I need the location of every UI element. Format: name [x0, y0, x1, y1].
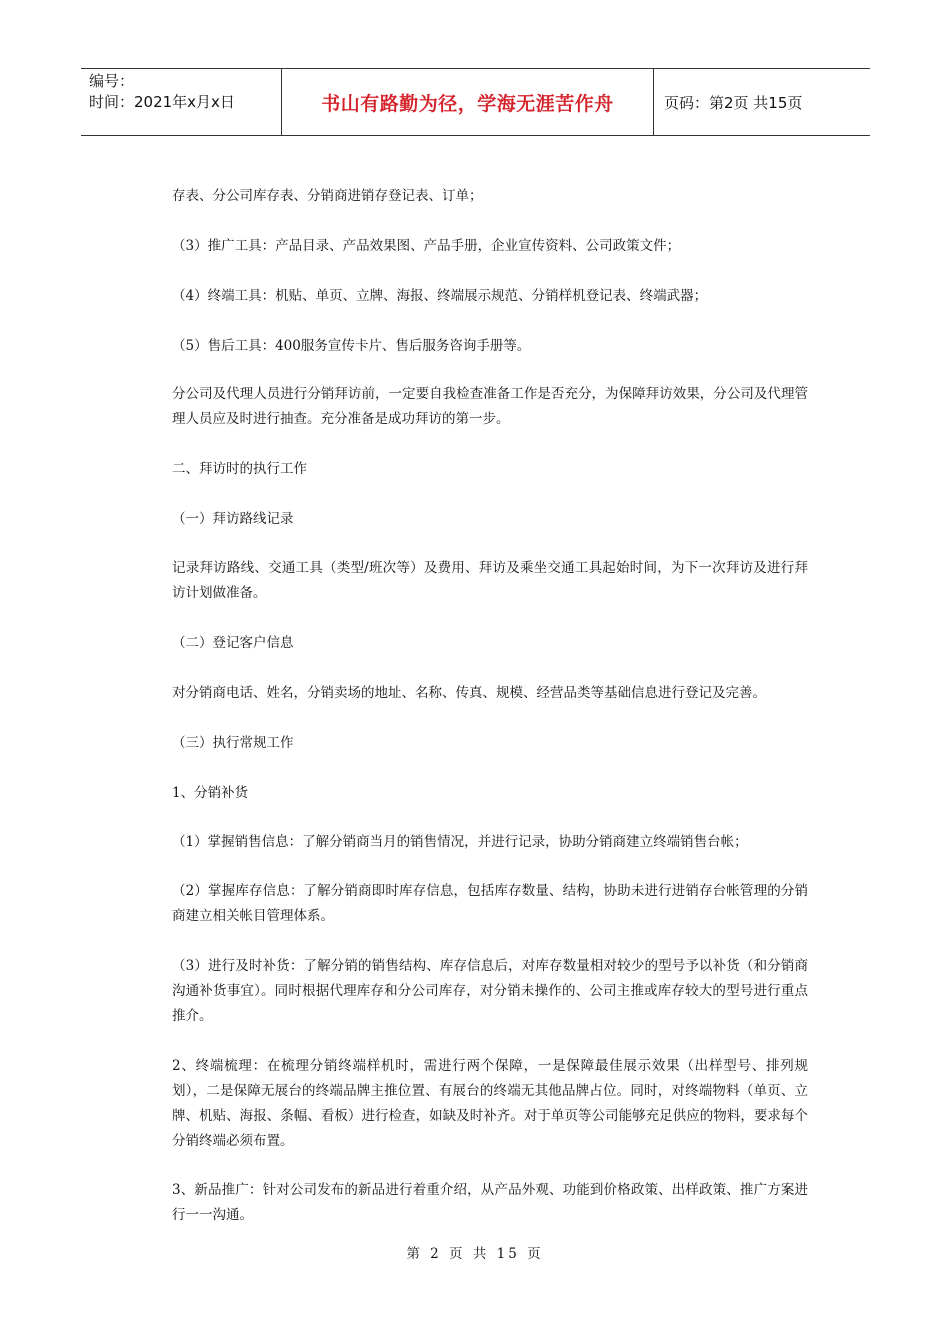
header-meta	[81, 69, 282, 135]
header-motto: 书山有路勤为径，学海无涯苦作舟	[282, 69, 654, 135]
paragraph: （2）掌握库存信息：了解分销商即时库存信息，包括库存数量、结构，协助未进行进销存台帐管理的分销商建立相关帐目管理体系。	[172, 883, 808, 924]
page-footer: 第 2 页 共 15 页	[406, 1246, 544, 1262]
paragraph: 记录拜访路线、交通工具（类型/班次等）及费用、拜访及乘坐交通工具起始时间，为下一次拜访及进行拜访计划做准备。	[172, 560, 808, 601]
time-label: 时间：2021年x月x日	[89, 93, 235, 111]
paragraph: （1）掌握销售信息：了解分销商当月的销售情况，并进行记录，协助分销商建立终端销售台帐；	[172, 834, 748, 850]
subsection-heading: （二）登记客户信息	[172, 635, 294, 651]
header-page-info: 页码：第2页 共15页	[664, 93, 803, 112]
paragraph: （3）推广工具：产品目录、产品效果图、产品手册，企业宣传资料、公司政策文件；	[172, 238, 681, 254]
paragraph: 分公司及代理人员进行分销拜访前，一定要自我检查准备工作是否充分，为保障拜访效果，分公司及代理管理人员应及时进行抽查。充分准备是成功拜访的第一步。	[172, 386, 808, 427]
subsection-heading: （一）拜访路线记录	[172, 511, 294, 527]
paragraph: （5）售后工具：400服务宣传卡片、售后服务咨询手册等。	[172, 338, 531, 354]
paragraph: （4）终端工具：机贴、单页、立牌、海报、终端展示规范、分销样机登记表、终端武器；	[172, 288, 708, 304]
subsection-heading: （三）执行常规工作	[172, 735, 294, 751]
number-label: 编号：	[89, 72, 135, 90]
paragraph: 3、新品推广：针对公司发布的新品进行着重介绍，从产品外观、功能到价格政策、出样政策、推广方案进行一一沟通。	[172, 1182, 808, 1223]
document-header	[81, 68, 870, 136]
item-heading: 1、分销补货	[172, 785, 249, 801]
paragraph: 存表、分公司库存表、分销商进销存登记表、订单；	[172, 188, 483, 204]
paragraph: （3）进行及时补货：了解分销的销售结构、库存信息后，对库存数量相对较少的型号予以补货（和分销商沟通补货事宜）。同时根据代理库存和分公司库存，对分销未操作的、公司主推或库存较大的型号进行重点推介。	[172, 958, 808, 1024]
section-heading: 二、拜访时的执行工作	[172, 461, 307, 477]
paragraph: 2、终端梳理：在梳理分销终端样机时，需进行两个保障，一是保障最佳展示效果（出样型号、排列规划），二是保障无展台的终端品牌主推位置、有展台的终端无其他品牌占位。同时，对终端物料（单页、立牌、机贴、海报、条幅、看板）进行检查，如缺及时补齐。对于单页等公司能够充足供应的物料，要求每个分销终端必须布置。	[172, 1058, 808, 1149]
paragraph: 对分销商电话、姓名，分销卖场的地址、名称、传真、规模、经营品类等基础信息进行登记及完善。	[172, 685, 766, 701]
